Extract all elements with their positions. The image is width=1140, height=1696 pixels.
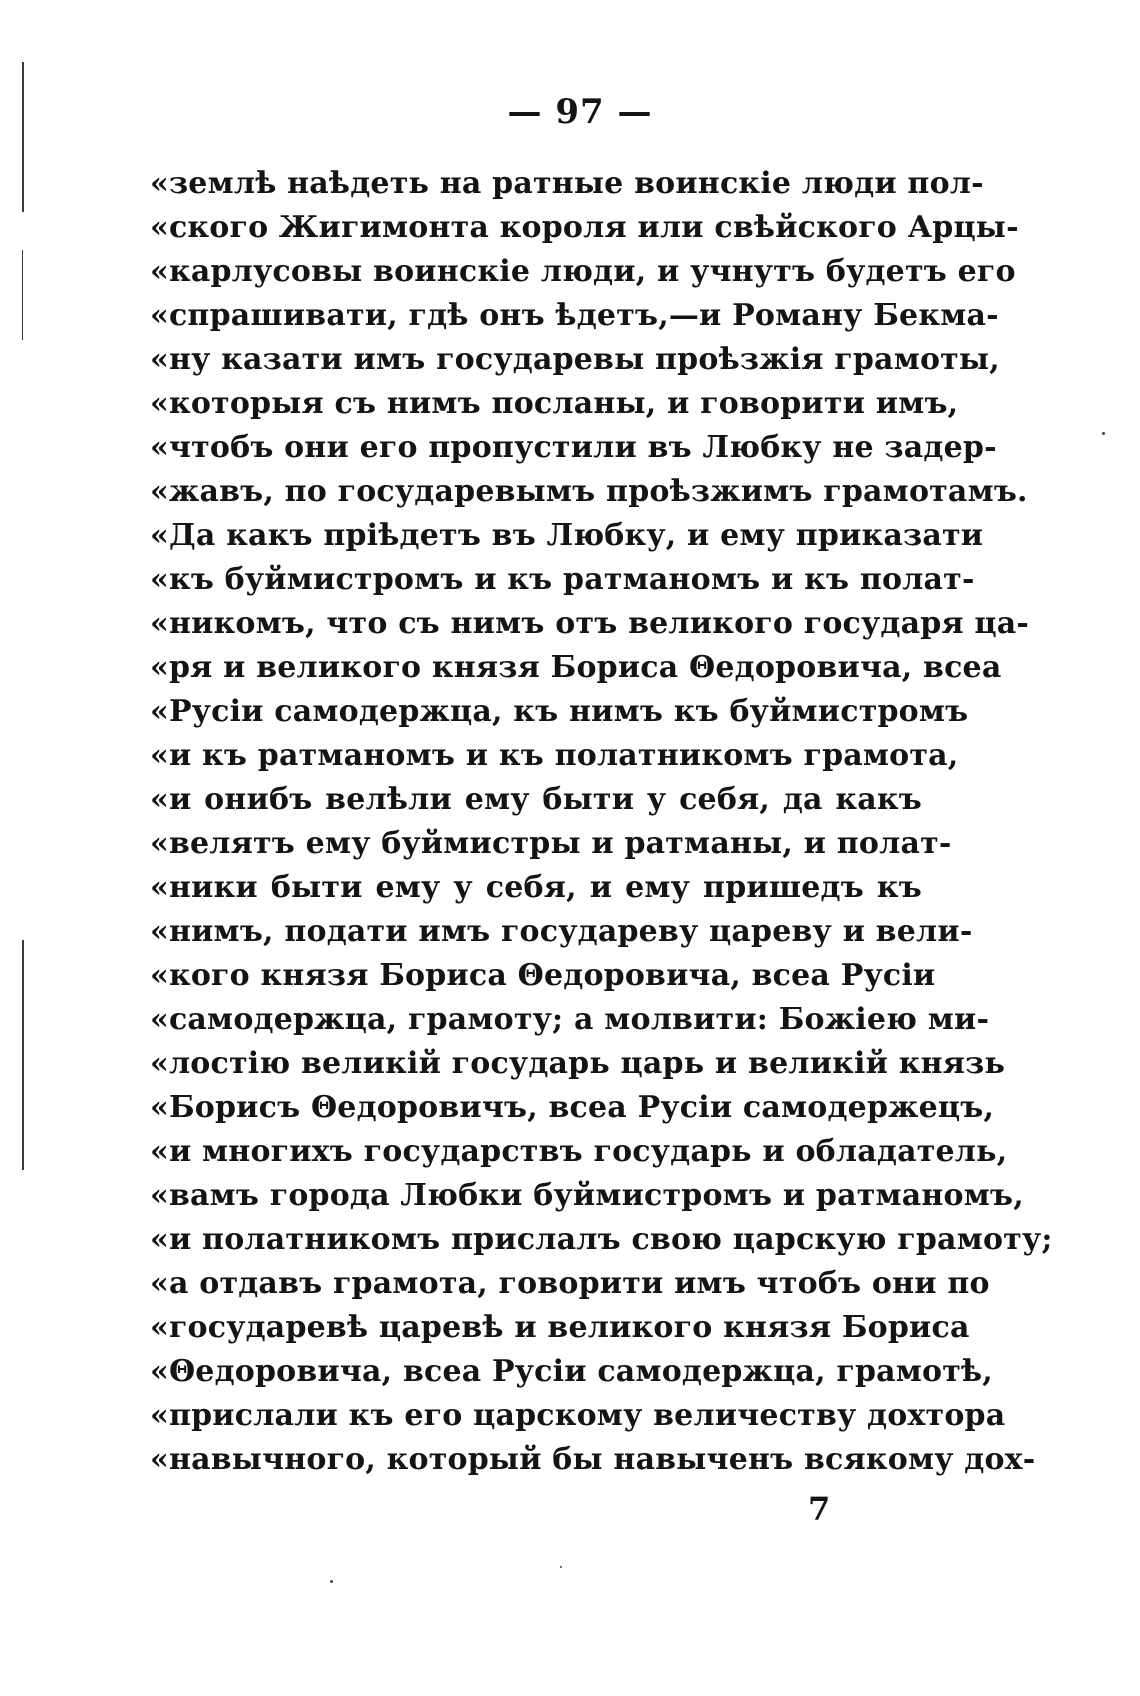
text-line: «которыя съ нимъ посланы, и говорити имъ,	[150, 386, 959, 421]
text-line: «вамъ города Любки буймистромъ и ратманомъ,	[150, 1178, 1024, 1213]
text-line: «государевѣ царевѣ и великого князя Бориса	[150, 1310, 970, 1345]
binding-edge-line	[22, 62, 24, 212]
text-line: «Русіи самодержца, къ нимъ къ буймистромъ	[150, 694, 969, 729]
text-line: «а отдавъ грамота, говорити имъ чтобъ они по	[150, 1266, 990, 1301]
text-line: «ря и великого князя Бориса Θедоровича, всеа	[150, 650, 1002, 685]
text-line: «Θедоровича, всеа Русіи самодержца, грамотѣ,	[150, 1354, 993, 1389]
text-line: «и полатникомъ прислалъ свою царскую грамоту;	[150, 1222, 1053, 1257]
text-line: «и многихъ государствъ государь и обладатель,	[150, 1134, 1008, 1169]
text-line: «велятъ ему буймистры и ратманы, и полат-	[150, 826, 952, 861]
text-line: «ского Жигимонта короля или свѣйского Арцы-	[150, 210, 1019, 245]
text-line: «чтобъ они его пропустили въ Любку не задер-	[150, 430, 997, 465]
ink-speck	[560, 1566, 562, 1568]
text-line: «спрашивати, гдѣ онъ ѣдетъ,—и Роману Бекма-	[150, 298, 999, 333]
binding-edge-line	[22, 250, 23, 340]
text-line: «и къ ратманомъ и къ полатникомъ грамота,	[150, 738, 959, 773]
page-number: — 97 —	[507, 92, 653, 132]
text-line: «ну казати имъ государевы проѣзжія грамоты,	[150, 342, 1000, 377]
text-line: «прислали къ его царскому величеству дохтора	[150, 1398, 1006, 1433]
text-line: «землѣ наѣдеть на ратные воинскіе люди пол-	[150, 166, 984, 201]
text-line: «къ буймистромъ и къ ратманомъ и къ полат-	[150, 562, 975, 597]
text-line: «Борисъ Θедоровичъ, всеа Русіи самодержецъ,	[150, 1090, 995, 1125]
binding-edge-line	[22, 940, 24, 1170]
ink-speck	[330, 1580, 333, 1583]
text-line: «жавъ, по государевымъ проѣзжимъ грамотамъ.	[150, 474, 1028, 509]
text-line: «карлусовы воинскіе люди, и учнутъ будетъ его	[150, 254, 1016, 289]
text-line: «ники быти ему у себя, и ему пришедъ къ	[150, 870, 922, 905]
text-line: «Да какъ пріѣдетъ въ Любку, и ему приказати	[150, 518, 984, 553]
text-line: «и онибъ велѣли ему быти у себя, да какъ	[150, 782, 922, 817]
text-line: «лостію великій государь царь и великій князь	[150, 1046, 1006, 1081]
text-line: «никомъ, что съ нимъ отъ великого государя ца-	[150, 606, 1030, 641]
ink-speck	[1102, 432, 1105, 435]
text-line: «навычного, который бы навыченъ всякому дох-	[150, 1442, 1036, 1477]
text-line: «кого князя Бориса Θедоровича, всеа Русіи	[150, 958, 936, 993]
body-text	[150, 162, 1053, 1482]
text-line: «самодержца, грамоту; а молвити: Божіею ми-	[150, 1002, 990, 1037]
signature-mark: 7	[808, 1490, 831, 1528]
text-line: «нимъ, подати имъ государеву цареву и вели-	[150, 914, 973, 949]
